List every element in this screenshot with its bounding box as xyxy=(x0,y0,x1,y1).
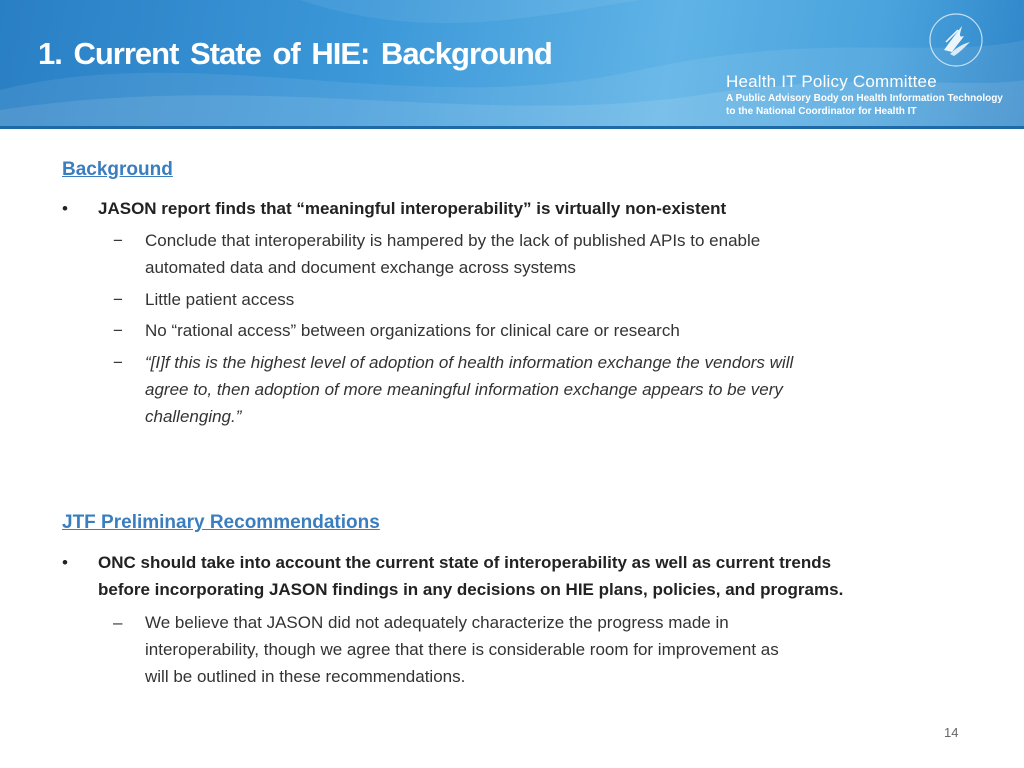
list-item-line: “[I]f this is the highest level of adoption of health information exchange the vendors will xyxy=(145,353,794,372)
bullet-marker: • xyxy=(62,199,68,218)
bullet-marker: • xyxy=(62,553,68,572)
list-item-line: agree to, then adoption of more meaningful information exchange appears to be very xyxy=(145,380,783,399)
list-item-line: We believe that JASON did not adequately characterize the progress made in xyxy=(145,613,729,632)
list-item-line: challenging.” xyxy=(145,407,242,426)
jtf-bullet-line: ONC should take into account the current state of interoperability as well as current trends xyxy=(98,553,832,572)
jtf-bullet-line: before incorporating JASON findings in any decisions on HIE plans, policies, and programs. xyxy=(98,580,844,599)
dash-marker: − xyxy=(113,290,123,309)
jtf-heading: JTF Preliminary Recommendations xyxy=(62,512,380,533)
list-item-line: Conclude that interoperability is hampered by the lack of published APIs to enable xyxy=(145,231,761,250)
background-heading: Background xyxy=(62,159,173,180)
slide-title: 1. Current State of HIE: Background xyxy=(38,36,552,71)
committee-subtitle-line1: A Public Advisory Body on Health Information Technology xyxy=(726,93,1003,104)
dash-marker: − xyxy=(113,353,123,372)
page-number: 14 xyxy=(944,725,959,740)
dash-marker: − xyxy=(113,321,123,340)
background-bullet-text: JASON report finds that “meaningful interoperability” is virtually non-existent xyxy=(98,199,727,218)
list-item-line: interoperability, though we agree that there is considerable room for improvement as xyxy=(145,640,779,659)
committee-subtitle-line2: to the National Coordinator for Health IT xyxy=(726,106,917,117)
dash-marker: − xyxy=(113,231,123,250)
quote-text xyxy=(145,349,955,430)
list-item-line: automated data and document exchange across systems xyxy=(145,258,576,277)
dash-marker: – xyxy=(113,613,123,632)
list-item-line: No “rational access” between organizations for clinical care or research xyxy=(145,321,680,340)
list-item-line: will be outlined in these recommendations. xyxy=(145,667,466,686)
list-item-line: Little patient access xyxy=(145,290,295,309)
committee-name: Health IT Policy Committee xyxy=(726,72,937,91)
